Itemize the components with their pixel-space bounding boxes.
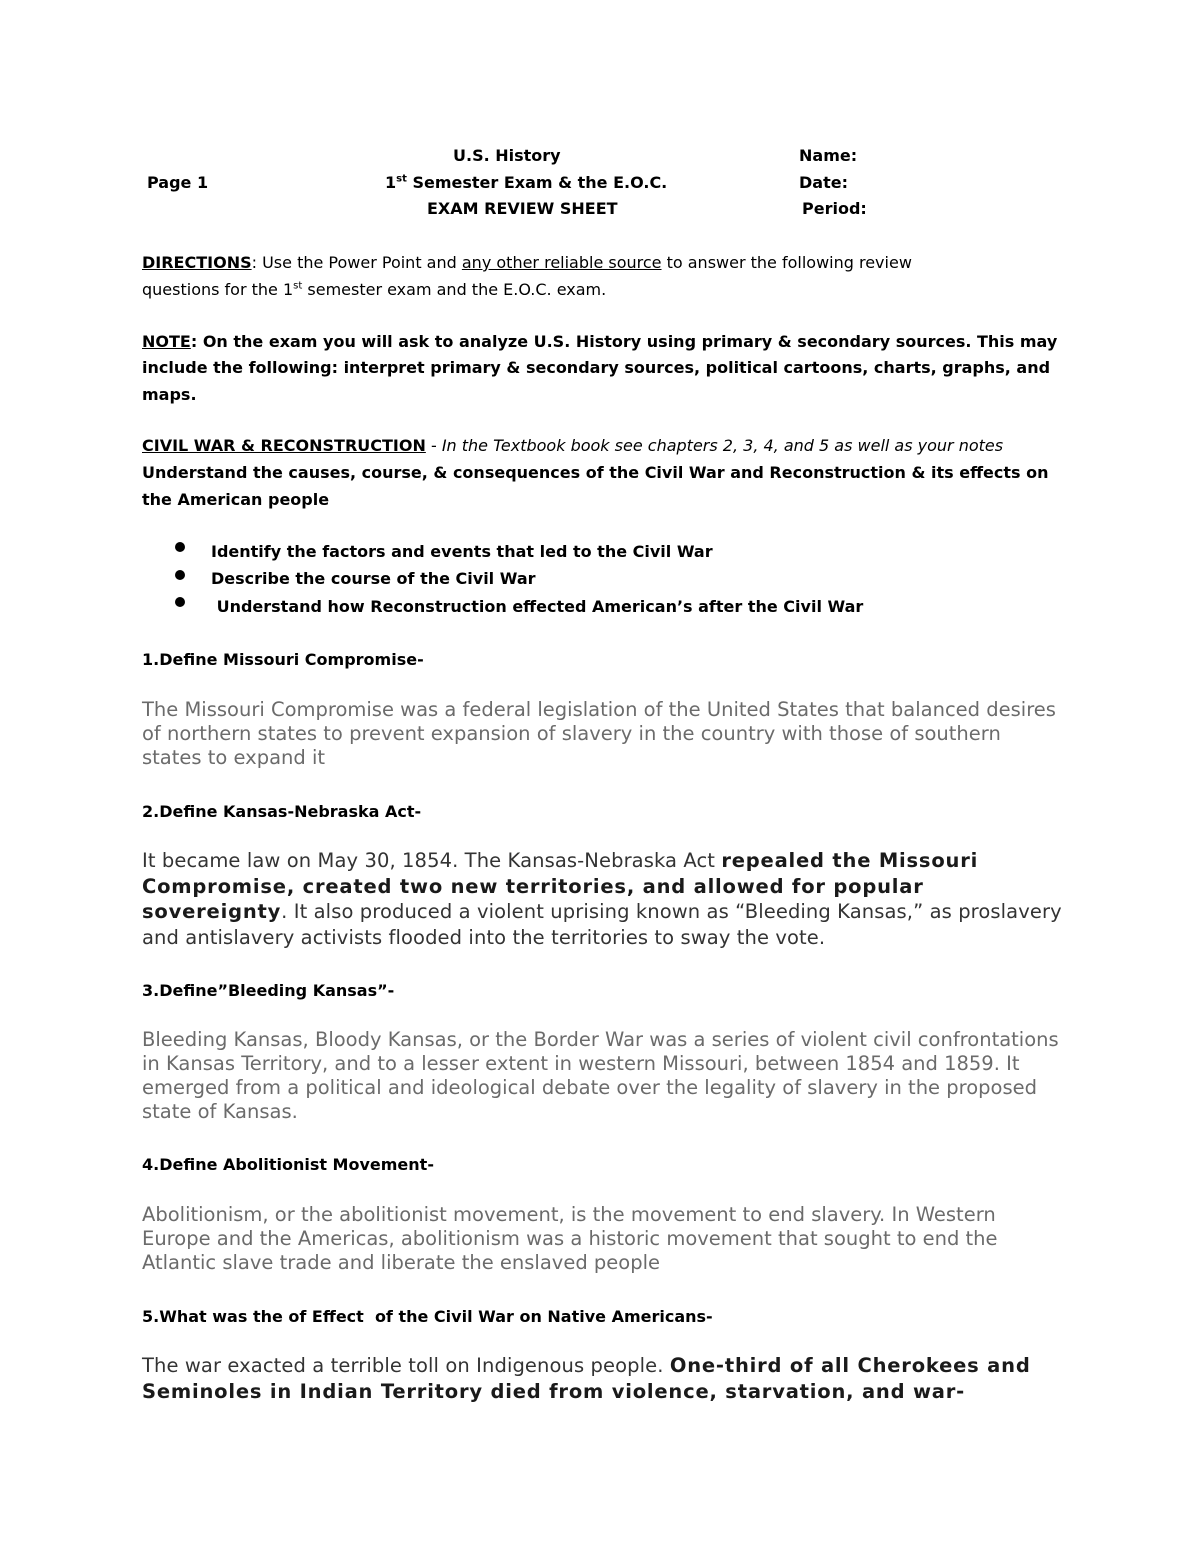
bullet-dot <box>175 542 185 552</box>
course-title: U.S. History <box>453 146 561 165</box>
note-line-3: maps. <box>142 385 197 404</box>
note-line-1: NOTE: On the exam you will ask to analyze U.S. History using primary & secondary sources. This may <box>142 332 1058 351</box>
answer-1: The Missouri Compromise was a federal legislation of the United States that balanced desires of northern states to prevent expansion of slavery in the country with those of southern states to expand it <box>142 698 1056 769</box>
period-label: Period: <box>802 199 867 218</box>
bullet-item: Understand how Reconstruction effected American’s after the Civil War <box>211 597 864 616</box>
section-line-2: Understand the causes, course, & consequences of the Civil War and Reconstruction & its effects on <box>142 463 1049 482</box>
question-1: 1.Define Missouri Compromise- <box>142 650 424 669</box>
sheet-title: EXAM REVIEW SHEET <box>427 199 618 218</box>
exam-title: 1st Semester Exam & the E.O.C. <box>385 173 668 192</box>
answer-3: Bleeding Kansas, Bloody Kansas, or the Border War was a series of violent civil confrontations in Kansas Territory, and to a lesser extent in western Missouri, between 1854 and 1859. It emerged from a political and ideological debate over the legality of slavery in the proposed state of Kansas. <box>142 1028 1059 1123</box>
directions-line-1: DIRECTIONS: Use the Power Point and any other reliable source to answer the following review <box>142 253 912 272</box>
page-number: Page 1 <box>147 173 209 192</box>
section-line-3: the American people <box>142 490 330 509</box>
bullet-item: Describe the course of the Civil War <box>211 569 536 588</box>
question-4: 4.Define Abolitionist Movement- <box>142 1155 434 1174</box>
question-5: 5.What was the of Effect of the Civil War on Native Americans- <box>142 1307 713 1326</box>
question-2: 2.Define Kansas-Nebraska Act- <box>142 802 422 821</box>
answer-2: It became law on May 30, 1854. The Kansas-Nebraska Act repealed the Missouri Compromise, created two new territories, and allowed for popular sovereignty. It also produced a violent uprising known as “Bleeding Kansas,” as proslavery and antislavery activists flooded into the territories to sway the vote. <box>142 849 1062 949</box>
answer-4: Abolitionism, or the abolitionist movement, is the movement to end slavery. In Western Europe and the Americas, abolitionism was a historic movement that sought to end the Atlantic slave trade and liberate the enslaved people <box>142 1203 998 1274</box>
bullet-dot <box>175 570 185 580</box>
directions-line-2: questions for the 1st semester exam and the E.O.C. exam. <box>142 280 607 299</box>
reliable-source-text: any other reliable source <box>461 253 662 272</box>
name-label: Name: <box>799 146 858 165</box>
section-heading: CIVIL WAR & RECONSTRUCTION - In the Textbook book see chapters 2, 3, 4, and 5 as well as your notes <box>142 436 1004 455</box>
question-3: 3.Define”Bleeding Kansas”- <box>142 981 395 1000</box>
note-line-2: include the following: interpret primary & secondary sources, political cartoons, charts, graphs, and <box>142 358 1051 377</box>
bullet-dot <box>175 597 185 607</box>
bullet-item: Identify the factors and events that led to the Civil War <box>211 542 713 561</box>
answer-5: The war exacted a terrible toll on Indigenous people. One-third of all Cherokees and Seminoles in Indian Territory died from violence, starvation, and war- <box>142 1354 1031 1403</box>
date-label: Date: <box>799 173 848 192</box>
